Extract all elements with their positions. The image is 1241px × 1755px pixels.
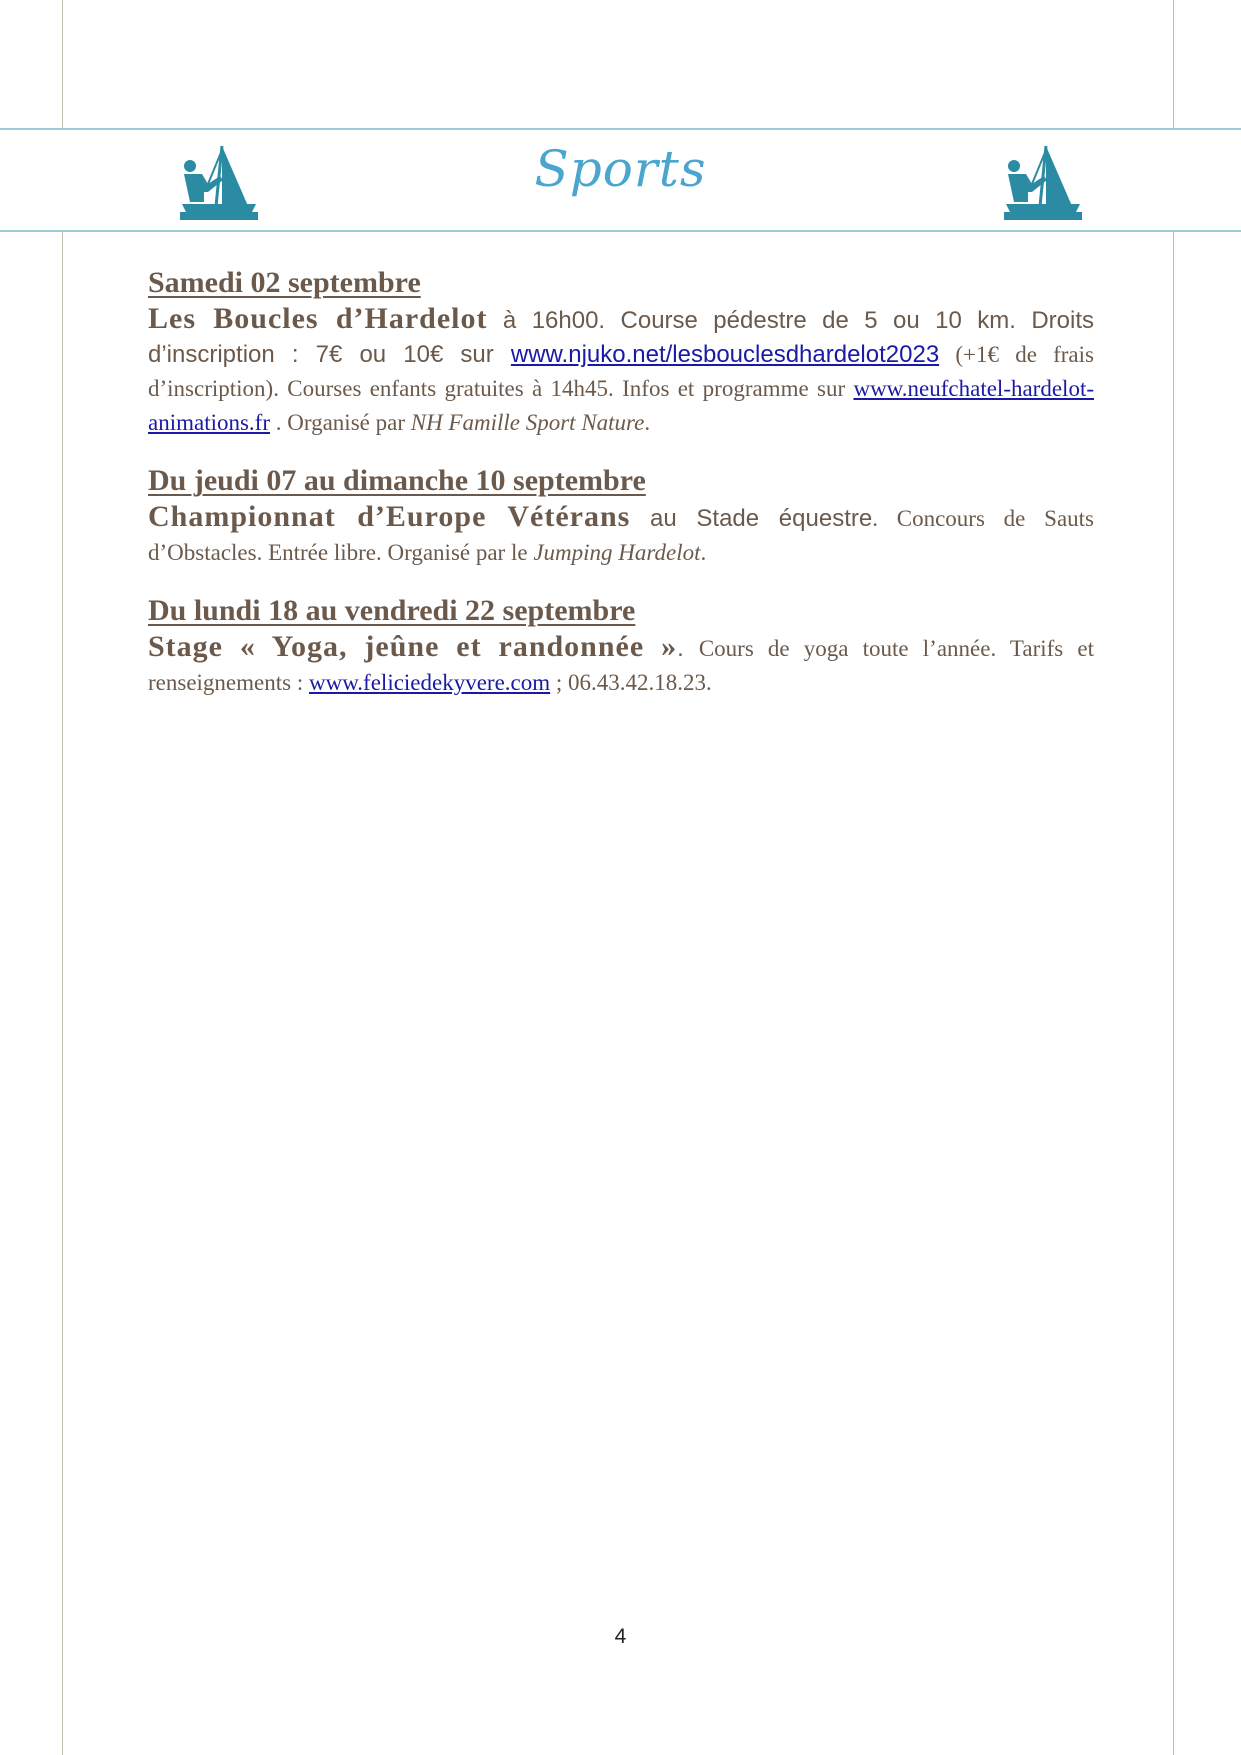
left-margin-line	[62, 0, 63, 1755]
event-description: Les Boucles d’Hardelot à 16h00. Course pédestre de 5 ou 10 km. Droits d’inscription : 7€ ou 10€ sur www.njuko.net/lesbouclesdhardelot2023 (+1€ de frais d’inscription). Courses enfants gratuites à 14h45. Infos et programme sur www.neufchatel-hardelot-animations.fr . Organisé par NH Famille Sport Nature.	[148, 302, 1094, 435]
organizer: Jumping Hardelot	[533, 540, 701, 565]
event-name: Championnat d’Europe Vétérans	[148, 500, 631, 533]
event-date-heading: Du lundi 18 au vendredi 22 septembre	[148, 594, 636, 627]
info-link[interactable]: www.neufchatel-hardelot-animations.fr	[148, 376, 1094, 435]
event-section	[148, 264, 1094, 440]
page-number: 4	[614, 1625, 627, 1648]
event-name: Stage « Yoga, jeûne et randonnée »	[148, 630, 678, 663]
registration-link[interactable]: www.njuko.net/lesbouclesdhardelot2023	[510, 341, 940, 368]
sailing-icon	[1002, 140, 1084, 222]
right-margin-line	[1173, 0, 1174, 1755]
event-name: Les Boucles d’Hardelot	[148, 302, 488, 335]
page-title: Sports	[534, 140, 707, 198]
event-section	[148, 462, 1094, 570]
event-date-heading: Du jeudi 07 au dimanche 10 septembre	[148, 464, 646, 497]
event-description: Stage « Yoga, jeûne et randonnée ». Cours de yoga toute l’année. Tarifs et renseignements : www.feliciedekyvere.com ; 06.43.42.18.23.	[148, 630, 1094, 695]
event-section	[148, 592, 1094, 700]
organizer: NH Famille Sport Nature	[410, 410, 645, 435]
event-date-heading: Samedi 02 septembre	[148, 266, 421, 299]
website-link[interactable]: www.feliciedekyvere.com	[308, 670, 551, 695]
event-description: Championnat d’Europe Vétérans au Stade équestre. Concours de Sauts d’Obstacles. Entrée libre. Organisé par le Jumping Hardelot.	[148, 500, 1094, 565]
section-banner	[0, 128, 1241, 232]
events-list	[148, 264, 1094, 722]
